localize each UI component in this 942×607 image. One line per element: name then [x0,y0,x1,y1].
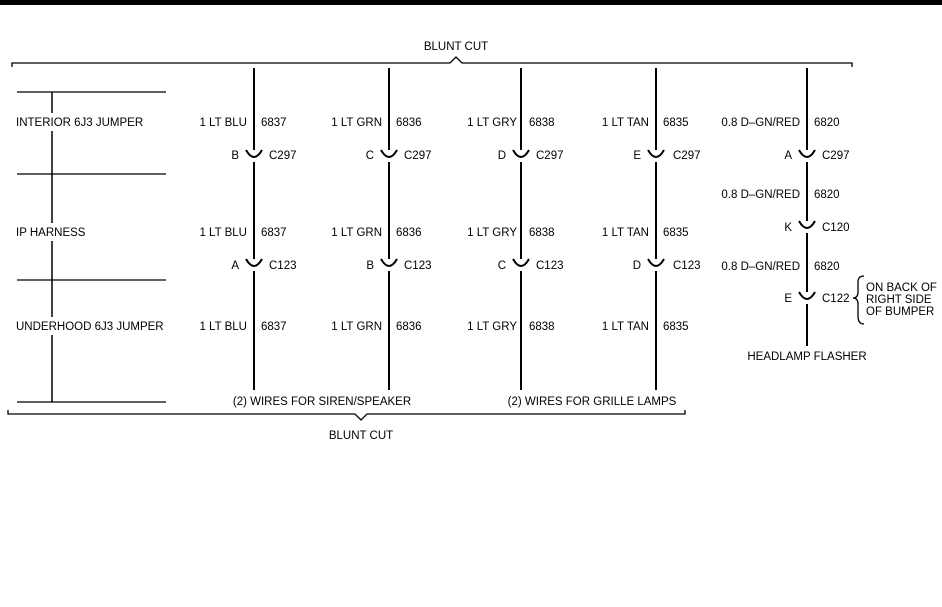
connector-name: C120 [822,222,850,234]
grille-lamps-wires-label: (2) WIRES FOR GRILLE LAMPS [507,396,677,408]
wire-color-label: 1 LT BLU [199,227,247,239]
wire-color-label: 1 LT TAN [601,117,649,129]
circuit-number: 6835 [663,321,689,333]
wire-color-label: 1 LT GRY [467,321,517,333]
top-blunt-cut-label: BLUNT CUT [423,41,489,53]
connector-pin: K [784,222,792,234]
circuit-number: 6836 [396,321,422,333]
connector-name: C122 [822,293,850,305]
wire-color-label: 1 LT BLU [199,117,247,129]
circuit-6838 [467,68,563,390]
connector-name: C297 [822,150,850,162]
wire-color-label: 0.8 D–GN/RED [721,189,800,201]
connector-name: C297 [404,150,432,162]
connector-name: C123 [673,260,701,272]
location-note-line: OF BUMPER [866,306,935,318]
connector-pin: D [632,260,641,272]
harness-label-underhood-jumper: UNDERHOOD 6J3 JUMPER [16,321,164,333]
circuit-number: 6837 [261,117,287,129]
circuit-6836 [331,68,431,390]
wire-color-label: 1 LT TAN [601,321,649,333]
siren-speaker-wires-label: (2) WIRES FOR SIREN/SPEAKER [232,396,412,408]
circuit-number: 6838 [529,227,555,239]
connector-pin: E [633,150,641,162]
connector-pin: C [365,150,374,162]
wire-color-label: 1 LT GRY [467,227,517,239]
wire-color-label: 1 LT BLU [199,321,247,333]
location-note-line: RIGHT SIDE [866,294,932,306]
circuit-number: 6836 [396,117,422,129]
wire-color-label: 0.8 D–GN/RED [721,261,800,273]
circuit-number: 6820 [814,117,840,129]
circuit-6835 [602,68,701,390]
circuit-number: 6836 [396,227,422,239]
location-note-brace [853,276,864,324]
circuit-number: 6820 [814,261,840,273]
circuit-number: 6838 [529,117,555,129]
connector-pin: B [366,260,374,272]
wire-color-label: 1 LT TAN [601,227,649,239]
circuit-number: 6837 [261,227,287,239]
connector-pin: E [784,293,792,305]
connector-name: C297 [536,150,564,162]
circuit-number: 6837 [261,321,287,333]
wire-color-label: 1 LT GRN [331,321,382,333]
location-note-line: ON BACK OF [866,282,937,294]
connector-name: C123 [404,260,432,272]
circuit-number: 6835 [663,227,689,239]
connector-pin: D [497,150,506,162]
circuit-number: 6835 [663,117,689,129]
headlamp-flasher-label: HEADLAMP FLASHER [747,351,867,363]
wire-color-label: 1 LT GRN [331,227,382,239]
wire-color-label: 0.8 D–GN/RED [721,117,800,129]
connector-pin: C [497,260,506,272]
circuit-number: 6820 [814,189,840,201]
bottom-blunt-cut-brace [8,410,685,420]
wire-color-label: 1 LT GRY [467,117,517,129]
connector-name: C297 [269,150,297,162]
connector-pin: A [231,260,239,272]
connector-name: C123 [269,260,297,272]
circuit-6837 [199,68,296,390]
harness-label-interior-jumper: INTERIOR 6J3 JUMPER [16,117,144,129]
top-blunt-cut-brace [12,57,852,67]
wire-color-label: 1 LT GRN [331,117,382,129]
bottom-blunt-cut-label: BLUNT CUT [328,430,394,442]
connector-pin: A [784,150,792,162]
circuit-6820 [721,68,937,363]
connector-pin: B [231,150,239,162]
connector-name: C297 [673,150,701,162]
circuit-number: 6838 [529,321,555,333]
harness-label-ip-harness: IP HARNESS [16,227,86,239]
connector-name: C123 [536,260,564,272]
